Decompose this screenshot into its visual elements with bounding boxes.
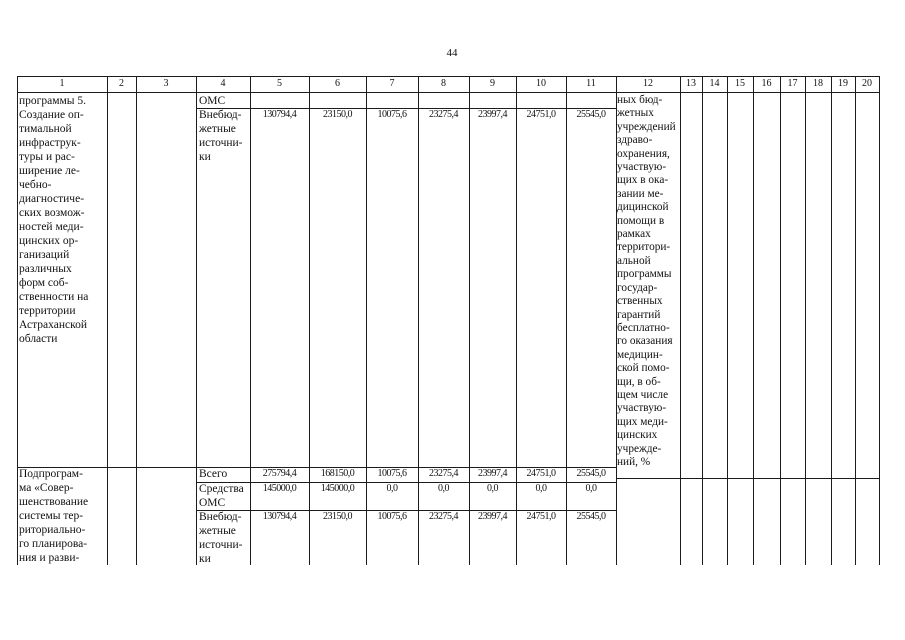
cell-value: 10075,6 (377, 109, 407, 120)
column-number: 6 (335, 78, 340, 89)
funding-source-label: ОМС (199, 95, 226, 107)
cell-value: 0,0 (585, 483, 597, 494)
cell-value: 130794,4 (262, 511, 297, 522)
cell-value: 23275,4 (429, 511, 458, 522)
cell-value: 23150,0 (323, 109, 352, 120)
cell-value: 0,0 (535, 483, 547, 494)
column-number: 11 (586, 78, 596, 89)
column-number: 20 (862, 78, 872, 89)
column-number: 14 (709, 78, 720, 89)
column-number: 10 (536, 78, 546, 89)
cell-value: 25545,0 (576, 511, 606, 522)
column-number: 4 (220, 78, 226, 89)
column-number: 2 (119, 78, 124, 89)
cell-value: 23150,0 (323, 511, 352, 522)
column-number: 9 (490, 78, 495, 89)
cell-value: 25545,0 (576, 468, 606, 479)
column-number: 12 (643, 78, 653, 89)
funding-source-label: Средства ОМС (199, 483, 244, 509)
funding-source-label: Всего (199, 468, 228, 480)
cell-value: 25545,0 (576, 109, 606, 120)
page-number: 44 (446, 47, 458, 59)
cell-value: 23275,4 (429, 109, 458, 120)
funding-source-label: Внебюд- жетные источни- ки (199, 109, 243, 163)
column-number: 16 (761, 78, 772, 89)
cell-value: 145000,0 (262, 483, 297, 494)
column-number: 1 (59, 78, 65, 89)
column-number: 15 (735, 78, 745, 89)
column-number: 3 (163, 78, 169, 89)
cell-value: 10075,6 (377, 511, 407, 522)
cell-value: 23997,4 (478, 468, 507, 479)
column-number: 17 (787, 78, 798, 89)
cell-value: 23997,4 (478, 511, 507, 522)
cell-value: 24751,0 (526, 511, 556, 522)
cell-value: 24751,0 (526, 468, 556, 479)
cell-value: 130794,4 (262, 109, 297, 120)
program-name-cell: программы 5. Создание оп- тимальной инфраструк- туры и рас- ширение ле- чебно- диагностиче- ских возмож- ностей меди- цинских ор- ганизаций различных форм соб- ственности на территории Астраханской области (19, 95, 89, 345)
subprogram-name-cell: Подпрограм- ма «Совер- шенствование системы тер- риториально- го планирова- ния и разви- (19, 468, 89, 564)
column-number: 8 (441, 78, 446, 89)
column-number: 7 (389, 78, 395, 89)
cell-value: 0,0 (386, 483, 398, 494)
cell-value: 145000,0 (320, 483, 355, 494)
column-number: 18 (813, 78, 823, 89)
cell-value: 275794,4 (262, 468, 297, 479)
column-number: 5 (277, 78, 282, 89)
indicator-cell: ных бюд- жетных учреждений здраво- охранения, участвую- щих в ока- зании ме- дицинской помощи в рамках территори- альной программы государ- ственных гарантий бесплатно- го оказания медицин- ской помо- щи, в об- щем числе участвую- щих меди- цинских учрежде- ний, % (617, 94, 676, 468)
cell-value: 0,0 (487, 483, 498, 494)
cell-value: 23997,4 (478, 109, 507, 120)
cell-value: 24751,0 (526, 109, 556, 120)
cell-value: 0,0 (438, 483, 449, 494)
column-number: 13 (686, 78, 696, 89)
column-number: 19 (838, 78, 848, 89)
cell-value: 168150,0 (320, 468, 355, 479)
cell-value: 10075,6 (377, 468, 407, 479)
funding-source-label: Внебюд- жетные источни- ки (199, 511, 243, 565)
cell-value: 23275,4 (429, 468, 458, 479)
